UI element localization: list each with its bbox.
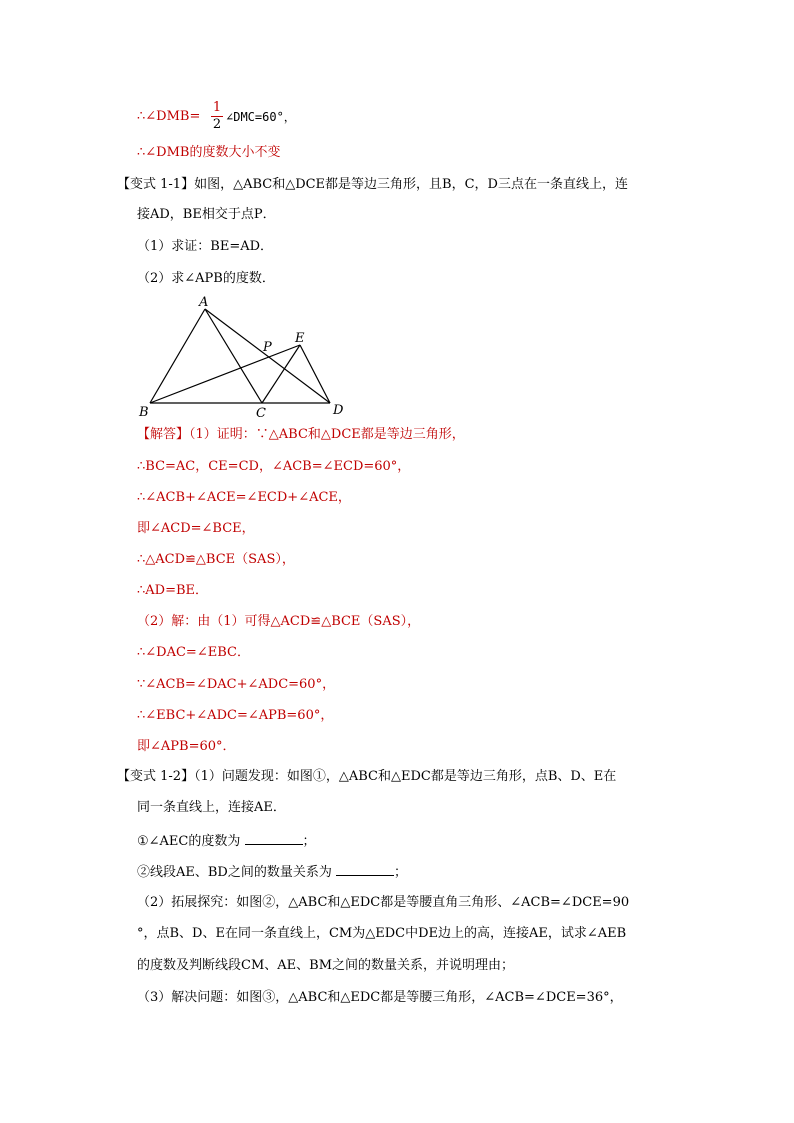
part-2-line-2: °，点B、D、E在同一条直线上，CM为△EDC中DE边上的高，连接AE，试求∠AEB — [137, 926, 627, 941]
item-1-label: ①∠AEC的度数为 — [137, 834, 241, 849]
answer-blank-1[interactable] — [245, 830, 303, 845]
equation-prefix: ∴∠DMB= — [137, 109, 201, 124]
label-p: P — [263, 340, 272, 355]
answer-line: 【解答】（1）证明：∵△ABC和△DCE都是等边三角形， — [137, 427, 465, 442]
question-1: （1）求证：BE=AD． — [137, 239, 274, 254]
label-a: A — [199, 295, 209, 310]
segment-ac — [205, 309, 262, 403]
answer-line: （2）解：由（1）可得△ACD≌△BCE（SAS）， — [137, 614, 421, 629]
segment-be — [150, 345, 300, 403]
item-1-punct: ； — [302, 834, 316, 849]
answer-line: ∴∠DAC=∠EBC． — [137, 645, 250, 660]
variant-1-2-header-cont: 同一条直线上，连接AE． — [137, 800, 286, 815]
segment-ad — [205, 309, 330, 403]
label-d: D — [333, 403, 344, 418]
part-2-line-1: （2）拓展探究：如图②，△ABC和△EDC都是等腰直角三角形、∠ACB=∠DCE=90 — [137, 895, 630, 910]
label-c: C — [256, 406, 266, 421]
part-3-line-1: （3）解决问题：如图③，△ABC和△EDC都是等腰三角形，∠ACB=∠DCE=36°， — [137, 990, 623, 1005]
variant-1-1-header-cont: 接AD，BE相交于点P． — [137, 207, 276, 222]
answer-line: 即∠ACD=∠BCE， — [137, 521, 255, 536]
variant-1-2-header: 【变式 1-2】（1）问题发现：如图①，△ABC和△EDC都是等边三角形，点B、D、E在 — [117, 769, 617, 784]
answer-line: ∴∠ACB+∠ACE=∠ECD+∠ACE， — [137, 490, 351, 505]
label-e: E — [295, 331, 305, 346]
fraction-denominator: 2 — [212, 117, 222, 132]
answer-line: ∵∠ACB=∠DAC+∠ADC=60°， — [137, 677, 336, 692]
triangle-figure — [136, 292, 356, 422]
part-2-line-3: 的度数及判断线段CM、AE、BM之间的数量关系，并说明理由； — [137, 958, 515, 973]
item-1 — [137, 830, 316, 852]
item-2 — [137, 861, 407, 883]
label-b: B — [139, 405, 149, 420]
answer-line: 即∠APB=60°． — [137, 739, 236, 754]
item-2-label: ②线段AE、BD之间的数量关系为 — [137, 865, 332, 880]
segment-de — [300, 345, 330, 403]
variant-1-1-header: 【变式 1-1】如图，△ABC和△DCE都是等边三角形，且B，C，D三点在一条直线上，连 — [117, 177, 628, 192]
answer-line: ∴△ACD≌△BCE（SAS）， — [137, 552, 295, 567]
question-2: （2）求∠APB的度数． — [137, 271, 275, 286]
answer-blank-2[interactable] — [336, 861, 394, 876]
conclusion-line: ∴∠DMB的度数大小不变 — [137, 145, 281, 160]
equation-line-dmb — [137, 107, 200, 127]
equation-suffix: ∠DMC=60°， — [226, 110, 296, 124]
answer-line: ∴∠EBC+∠ADC=∠APB=60°， — [137, 708, 334, 723]
segment-ab — [150, 309, 205, 403]
answer-line: ∴BC=AC，CE=CD，∠ACB=∠ECD=60°， — [137, 459, 411, 474]
item-2-punct: ； — [394, 865, 408, 880]
fraction-numerator: 1 — [212, 100, 222, 115]
answer-line: ∴AD=BE． — [137, 583, 209, 598]
